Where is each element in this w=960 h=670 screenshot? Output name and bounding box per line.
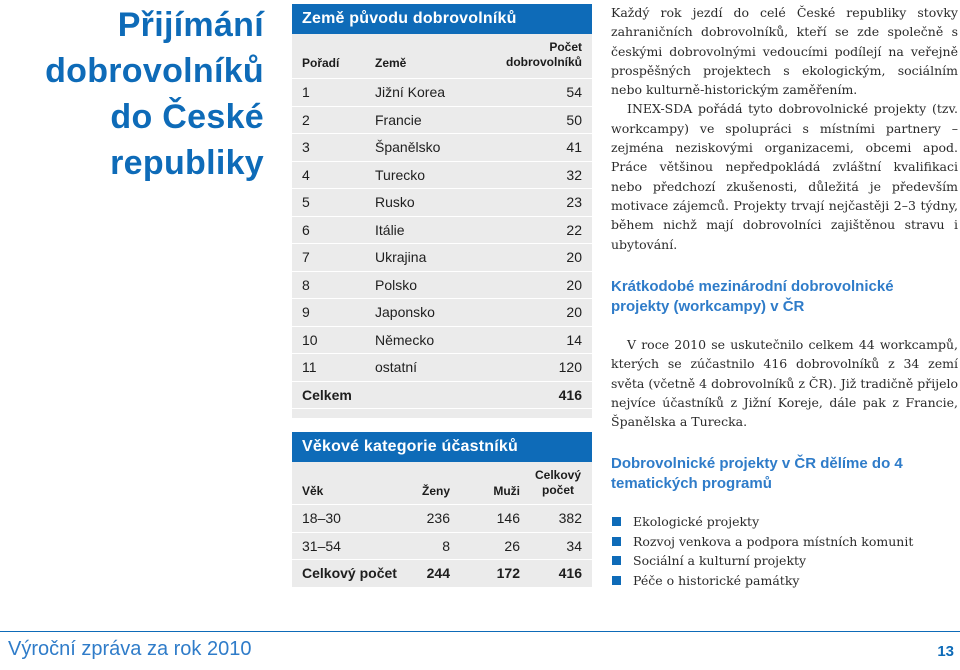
table-cell: 32 bbox=[566, 166, 582, 183]
table-cell: 11 bbox=[302, 359, 317, 375]
table-cell: Ukrajina bbox=[375, 249, 427, 265]
countries-table bbox=[292, 4, 592, 418]
countries-table-header bbox=[292, 34, 592, 78]
table-row bbox=[292, 243, 592, 271]
table-cell: 5 bbox=[302, 194, 310, 210]
table-cell: 236 bbox=[426, 510, 450, 526]
countries-table-heading: Země původu dobrovolníků bbox=[292, 4, 592, 34]
table-cell: 23 bbox=[566, 194, 582, 210]
table-cell: 26 bbox=[504, 537, 520, 554]
list-item bbox=[611, 571, 913, 591]
subheading-workcamps: Krátkodobé mezinárodní dobrovolnické projekty (workcampy) v ČR bbox=[611, 278, 894, 315]
title-line: republiky bbox=[110, 144, 264, 182]
table-cell: 20 bbox=[566, 304, 582, 320]
table-row bbox=[292, 271, 592, 299]
table-row bbox=[292, 188, 592, 216]
table-row bbox=[292, 106, 592, 134]
list-item bbox=[611, 532, 913, 552]
table-cell: 1 bbox=[302, 84, 310, 100]
table-cell: 50 bbox=[566, 111, 582, 128]
age-table bbox=[292, 432, 592, 587]
col-rank-header: Pořadí bbox=[302, 56, 340, 70]
theme-label: Ekologické projekty bbox=[633, 514, 760, 529]
countries-total-row bbox=[292, 381, 592, 409]
age-total-label: Celkový počet bbox=[302, 565, 397, 581]
age-total-row bbox=[292, 559, 592, 587]
table-cell: Německo bbox=[375, 331, 435, 348]
table-cell: 6 bbox=[302, 221, 310, 238]
col-age-header: Věk bbox=[302, 484, 324, 498]
table-row bbox=[292, 353, 592, 381]
age-table-body bbox=[292, 504, 592, 559]
square-bullet-icon bbox=[612, 517, 621, 526]
total-value: 416 bbox=[558, 386, 582, 403]
subheading-programs: Dobrovolnické projekty v ČR dělíme do 4 tematických programů bbox=[611, 455, 903, 492]
footer-divider bbox=[0, 631, 960, 632]
table-cell: Japonsko bbox=[375, 304, 435, 320]
table-cell: Jižní Korea bbox=[375, 84, 446, 100]
table-cell: 18–30 bbox=[302, 510, 341, 526]
age-table-heading: Věkové kategorie účastníků bbox=[292, 432, 592, 462]
theme-label: Sociální a kulturní projekty bbox=[633, 553, 807, 568]
countries-table-body bbox=[292, 78, 592, 381]
table-cell: 146 bbox=[496, 510, 520, 526]
table-cell: 7 bbox=[302, 249, 310, 265]
table-row bbox=[292, 161, 592, 189]
table-cell: 41 bbox=[566, 139, 582, 155]
table-row bbox=[292, 532, 592, 560]
col-women-header: Ženy bbox=[421, 484, 450, 498]
table-cell: 9 bbox=[302, 304, 310, 320]
square-bullet-icon bbox=[612, 537, 621, 546]
square-bullet-icon bbox=[612, 576, 621, 585]
col-men-header: Muži bbox=[493, 484, 520, 498]
table-cell: 20 bbox=[566, 249, 582, 265]
table-cell: 8 bbox=[442, 537, 450, 554]
col-country-header: Země bbox=[375, 56, 407, 70]
page-number: 13 bbox=[937, 643, 954, 660]
table-cell: Polsko bbox=[375, 276, 418, 293]
table-cell: 34 bbox=[566, 537, 582, 554]
table-cell: 31–54 bbox=[302, 537, 341, 554]
table-cell: 10 bbox=[302, 331, 318, 348]
theme-label: Rozvoj venkova a podpora místních komunit bbox=[633, 533, 914, 549]
list-item bbox=[611, 551, 913, 571]
table-row bbox=[292, 216, 592, 244]
footer-report-title: Výroční zpráva za rok 2010 bbox=[8, 638, 252, 660]
table-cell: 8 bbox=[302, 276, 310, 293]
col-total-header: Celkový počet bbox=[534, 468, 582, 497]
table-cell: 120 bbox=[558, 359, 582, 375]
table-row bbox=[292, 133, 592, 161]
age-total-women: 244 bbox=[426, 565, 450, 581]
table-cell: Rusko bbox=[375, 194, 415, 210]
workcamps-paragraph: V roce 2010 se uskutečnilo celkem 44 workcampů, kterých se zúčastnilo 416 dobrovolníků z 34 zemí světa (včetně 4 dobrovolníků z ČR). Již tradičně přijelo nejvíce účastníků z Jižní Koreje, dále pak z Francie, Španělska a Turecka. bbox=[611, 337, 958, 430]
table-cell: 14 bbox=[566, 331, 582, 348]
page-title bbox=[6, 2, 264, 186]
table-cell: 382 bbox=[558, 510, 582, 526]
title-line: do České bbox=[110, 98, 264, 136]
table-cell: 3 bbox=[302, 139, 310, 155]
table-row bbox=[292, 326, 592, 354]
table-cell: Francie bbox=[375, 111, 422, 128]
age-table-header bbox=[292, 462, 592, 504]
table-cell: 4 bbox=[302, 166, 310, 183]
table-bottom-gap bbox=[292, 408, 592, 418]
title-line: dobrovolníků bbox=[45, 52, 264, 90]
age-total-men: 172 bbox=[496, 565, 520, 581]
table-row bbox=[292, 298, 592, 326]
title-line: Přijímání bbox=[117, 6, 264, 44]
table-cell: 20 bbox=[566, 276, 582, 293]
intro-paragraph: INEX-SDA pořádá tyto dobrovolnické projekty (tzv. workcampy) ve spolupráci s místními partnery – zejména neziskovými organizacemi, obcemi apod. Práce většinou nepředpokládá zvláštní kvalifikaci nebo předchozí zkušenosti, důležitá je především motivace zájemců. Projekty trvají nejčastěji 2–3 týdny, během nichž mají dobrovolníci zajištěnou stravu i ubytování. bbox=[611, 101, 958, 252]
themes-list bbox=[611, 512, 913, 590]
table-cell: Itálie bbox=[375, 221, 405, 238]
age-total-all: 416 bbox=[558, 565, 582, 581]
table-cell: Španělsko bbox=[375, 139, 441, 155]
table-row bbox=[292, 504, 592, 532]
table-cell: 22 bbox=[566, 221, 582, 238]
table-cell: 54 bbox=[566, 84, 582, 100]
square-bullet-icon bbox=[612, 556, 621, 565]
table-row bbox=[292, 78, 592, 106]
intro-text bbox=[611, 3, 958, 254]
intro-paragraph: Každý rok jezdí do celé České republiky stovky zahraničních dobrovolníků, kteří se zde společně s českými dobrovolnými vedoucími podílejí na veřejně prospěšných projektech s ekologickým, sociálním nebo kulturně-historickým zaměřením. bbox=[611, 5, 958, 98]
table-cell: Turecko bbox=[375, 166, 426, 183]
theme-label: Péče o historické památky bbox=[633, 572, 800, 588]
total-label: Celkem bbox=[302, 386, 352, 403]
table-cell: ostatní bbox=[375, 359, 418, 375]
table-cell: 2 bbox=[302, 111, 310, 128]
col-count-header: Počet dobrovolníků bbox=[506, 40, 582, 69]
list-item bbox=[611, 512, 913, 532]
